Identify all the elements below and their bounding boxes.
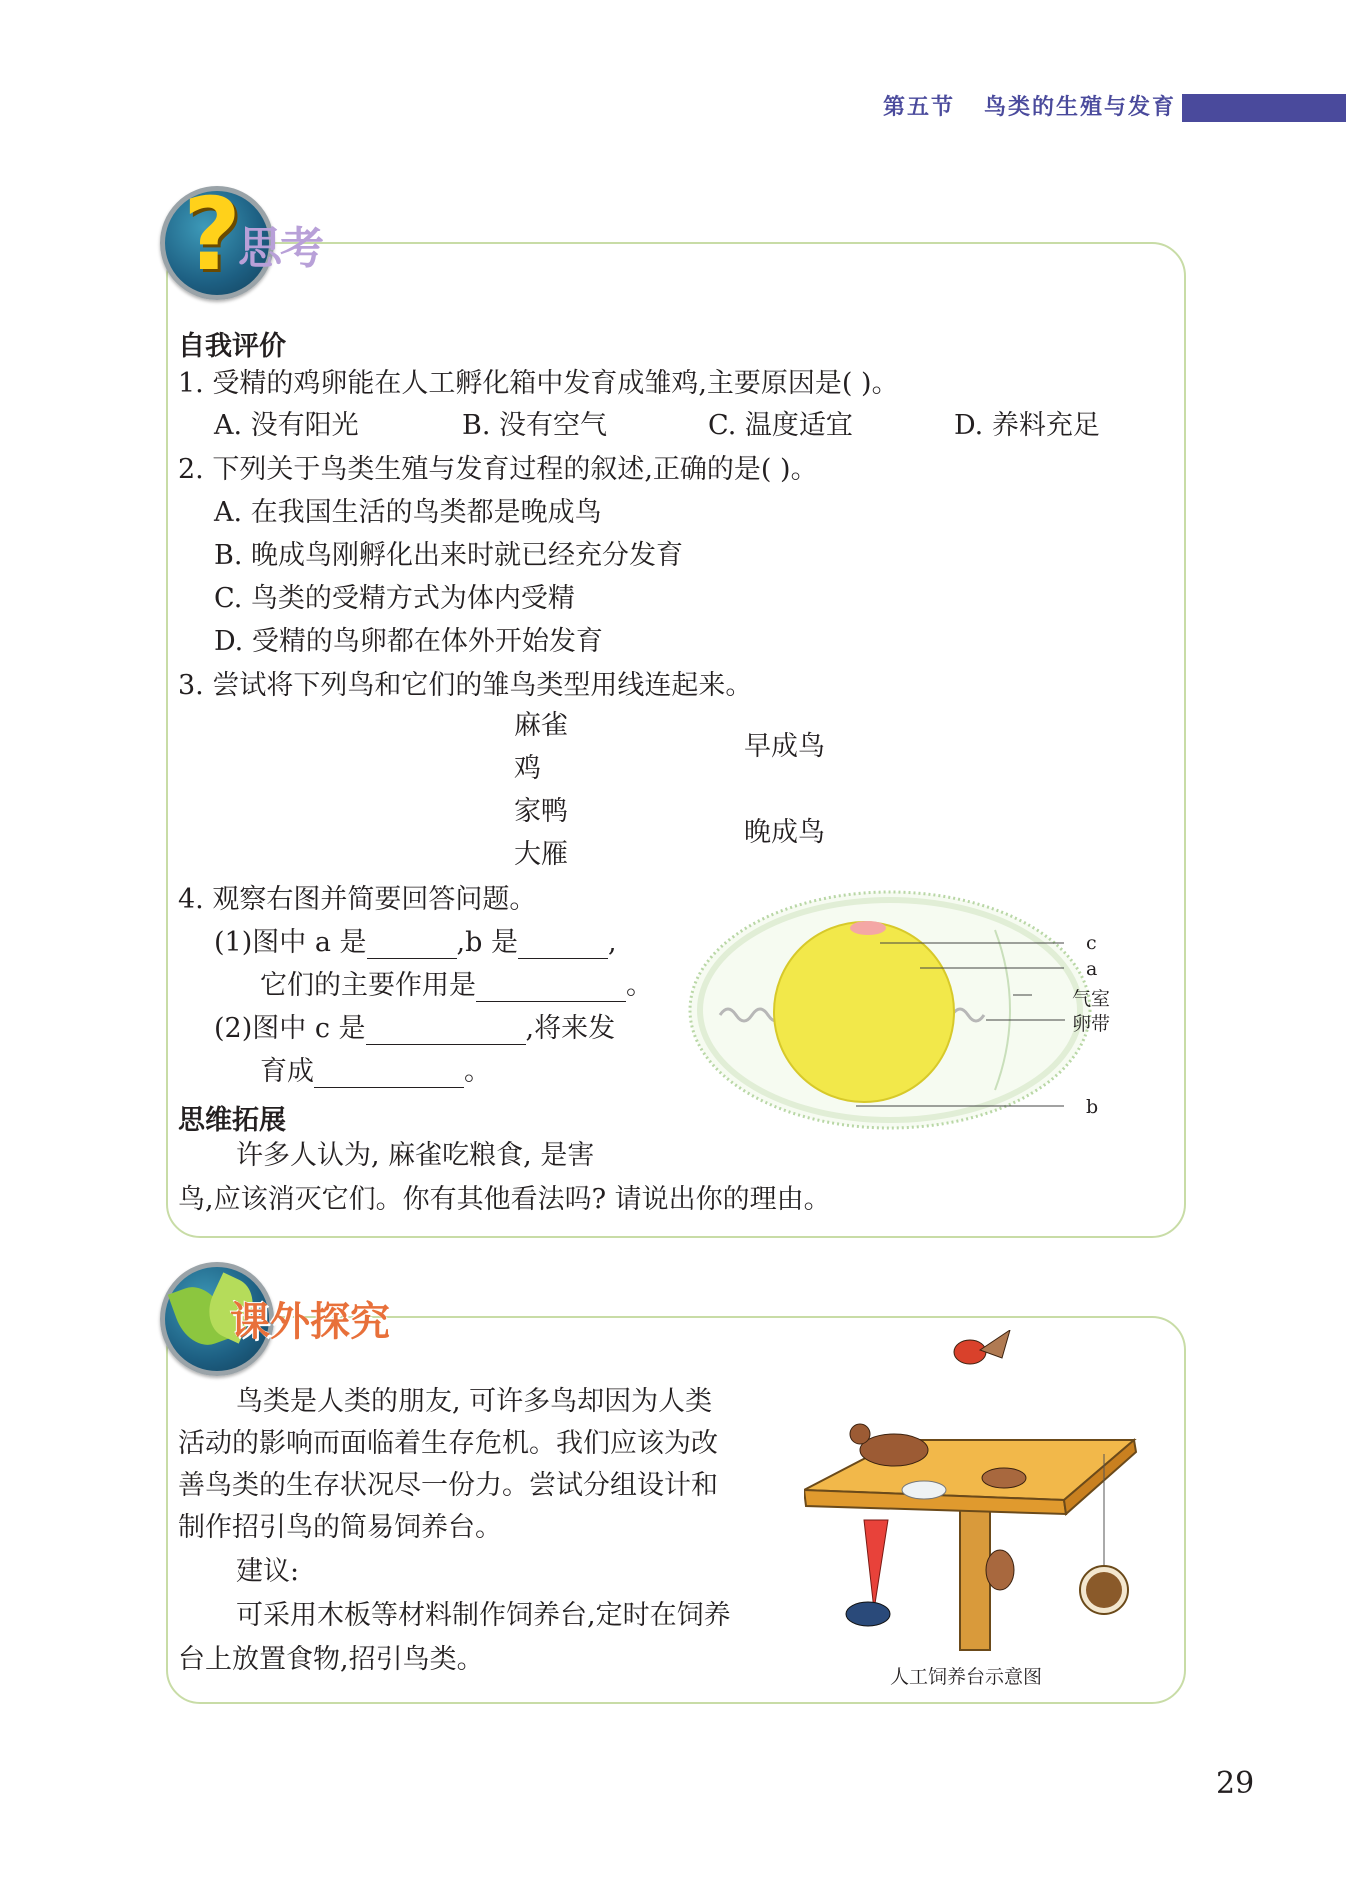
q1-stem: 1. 受精的鸡卵能在人工孵化箱中发育成雏鸡,主要原因是( )。: [178, 368, 899, 399]
q4-part2-line2: [260, 1056, 491, 1088]
q1-option-d: D. 养料充足: [954, 410, 1100, 441]
extension-heading: 思维拓展: [178, 1105, 286, 1136]
q3-bird-chicken: 鸡: [514, 753, 541, 784]
q3-type-precocial: 早成鸟: [744, 731, 825, 762]
q3-bird-duck: 家鸭: [514, 796, 568, 827]
q4-stem: 4. 观察右图并简要回答问题。: [178, 884, 537, 915]
q1-option-c: C. 温度适宜: [708, 410, 853, 441]
section-number: 第五节: [882, 95, 955, 120]
q2-option-a: A. 在我国生活的鸟类都是晚成鸟: [214, 497, 602, 528]
q4-p2-text-a: (2)图中 c 是: [214, 1013, 366, 1044]
q4-p2-text-b: ,将来发: [525, 1013, 616, 1044]
section-title: 鸟类的生殖与发育: [983, 95, 1176, 120]
q4-p1-line2-text: 它们的主要作用是: [260, 970, 476, 1001]
q4-p1-text-b: ,b 是: [456, 927, 518, 958]
q4-blank-a[interactable]: [367, 932, 457, 959]
suggest-line2: 台上放置食物,招引鸟类。: [178, 1644, 484, 1675]
q2-option-b: B. 晚成鸟刚孵化出来时就已经充分发育: [214, 540, 684, 571]
egg-label-c: c: [1086, 932, 1097, 954]
q4-p1-text-a: (1)图中 a 是: [214, 927, 367, 958]
q3-type-altricial: 晚成鸟: [744, 817, 825, 848]
explore-para-line1: 鸟类是人类的朋友, 可许多鸟却因为人类: [236, 1386, 713, 1417]
explore-title: 课外探究: [230, 1299, 390, 1345]
egg-label-chalaza: 卵带: [1072, 1013, 1111, 1035]
suggest-label: 建议:: [236, 1556, 300, 1587]
q4-p1-text-end: ,: [607, 927, 617, 958]
egg-yolk: [774, 922, 954, 1102]
extension-line1: 许多人认为, 麻雀吃粮食, 是害: [236, 1140, 595, 1171]
chapter-header: [883, 90, 1176, 121]
q3-bird-sparrow: 麻雀: [514, 710, 568, 741]
figure-caption: 人工饲养台示意图: [890, 1666, 1043, 1688]
question-badge-icon: ?: [160, 186, 274, 300]
egg-label-a: a: [1086, 958, 1098, 980]
q4-blank-develop[interactable]: [314, 1061, 464, 1088]
q2-option-c: C. 鸟类的受精方式为体内受精: [214, 583, 575, 614]
egg-label-b: b: [1086, 1096, 1099, 1118]
q4-part1-line1: [214, 927, 617, 959]
q1-option-b: B. 没有空气: [462, 410, 608, 441]
q4-p2-line2-end: 。: [464, 1056, 491, 1087]
think-title: 思考: [238, 223, 322, 274]
q4-p2-line2-text: 育成: [260, 1056, 314, 1087]
q2-option-d: D. 受精的鸟卵都在体外开始发育: [214, 626, 603, 657]
q4-blank-b[interactable]: [518, 932, 608, 959]
q3-bird-goose: 大雁: [514, 839, 568, 870]
header-bar: [1182, 94, 1346, 122]
q4-part1-line2: [260, 970, 653, 1002]
q4-part2-line1: [214, 1013, 615, 1045]
egg-structure-diagram: [680, 890, 1140, 1130]
self-eval-heading: 自我评价: [178, 331, 286, 362]
page-number: 29: [1216, 1766, 1255, 1801]
germinal-disc: [850, 921, 886, 935]
bird-feeder-illustration: [804, 1330, 1140, 1656]
suggest-line1: 可采用木板等材料制作饲养台,定时在饲养: [236, 1600, 731, 1631]
extension-line2: 鸟,应该消灭它们。你有其他看法吗? 请说出你的理由。: [178, 1184, 831, 1215]
explore-para-line3: 善鸟类的生存状况尽一份力。尝试分组设计和: [178, 1470, 718, 1501]
q4-p1-line2-end: 。: [626, 970, 653, 1001]
q2-stem: 2. 下列关于鸟类生殖与发育过程的叙述,正确的是( )。: [178, 454, 818, 485]
q1-option-a: A. 没有阳光: [214, 410, 359, 441]
q4-blank-function[interactable]: [476, 975, 626, 1002]
q3-stem: 3. 尝试将下列鸟和它们的雏鸟类型用线连起来。: [178, 670, 753, 701]
explore-para-line2: 活动的影响而面临着生存危机。我们应该为改: [178, 1428, 718, 1459]
q4-blank-c[interactable]: [366, 1018, 526, 1045]
egg-label-air-cell: 气室: [1072, 988, 1111, 1010]
explore-para-line4: 制作招引鸟的简易饲养台。: [178, 1512, 502, 1543]
